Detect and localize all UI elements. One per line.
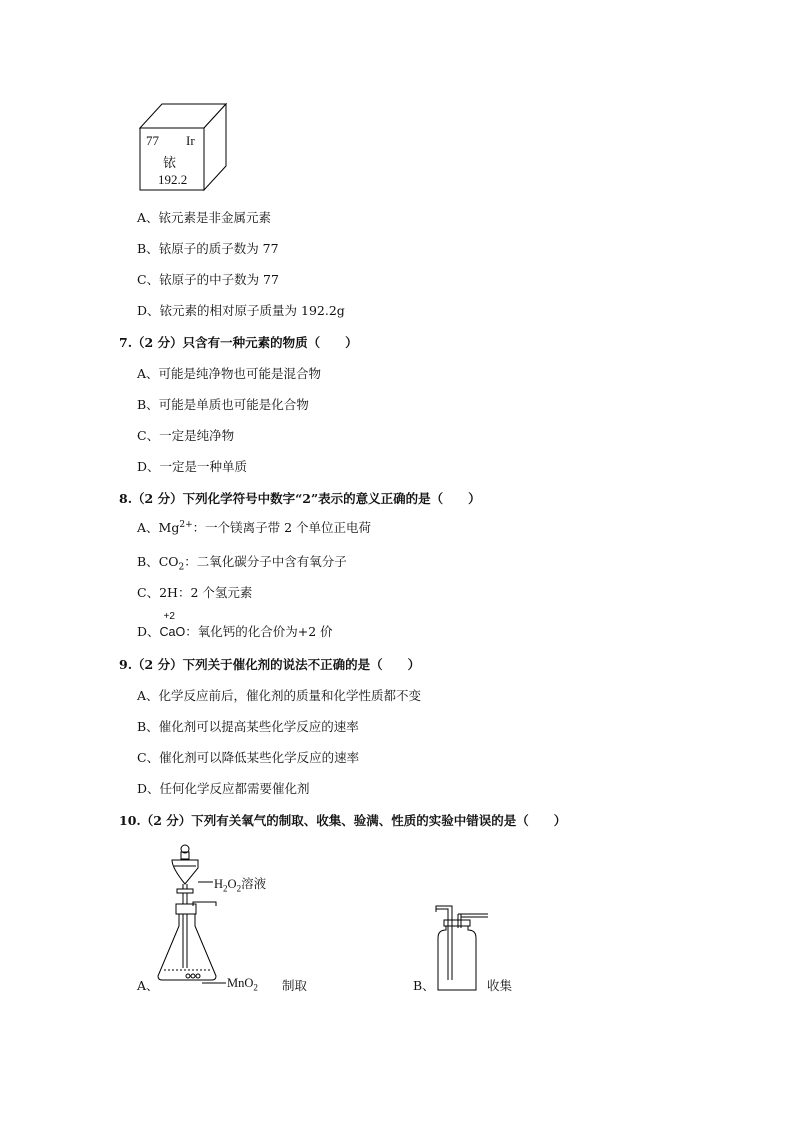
q8-option-a: A、$Mg^{2+}$：一个镁离子带 2 个单位正电荷	[137, 519, 372, 535]
q10-option-a-label: A、	[137, 978, 159, 993]
q6-option-b: B、铱原子的质子数为 77	[137, 241, 279, 256]
element-mass: 192.2	[158, 172, 188, 187]
h2o2-label: $H_2O_2$溶液	[214, 877, 267, 894]
q8-stem: 8.（2 分）下列化学符号中数字“2”表示的意义正确的是（ ）	[119, 491, 481, 506]
q9-option-a: A、化学反应前后，催化剂的质量和化学性质都不变	[137, 688, 422, 703]
gas-collection-bottle	[430, 900, 492, 994]
element-number: 77	[146, 133, 159, 148]
q7-option-b: B、可能是单质也可能是化合物	[137, 397, 309, 412]
q7-option-d: D、一定是一种单质	[137, 459, 248, 474]
q6-option-d: D、铱元素的相对原子质量为 192.2g	[137, 303, 345, 318]
q6-option-c: C、铱原子的中子数为 77	[137, 272, 279, 287]
q10-stem: 10.（2 分）下列有关氧气的制取、收集、验满、性质的实验中错误的是（ ）	[119, 813, 567, 828]
q8-option-d: D、 +2 CaO：氧化钙的化合价为+2 价	[137, 611, 333, 639]
q9-option-d: D、任何化学反应都需要催化剂	[137, 781, 310, 796]
oxygen-generation-apparatus	[150, 842, 230, 992]
mno2-label: MnO$_2$	[227, 976, 258, 993]
q7-option-c: C、一定是纯净物	[137, 428, 235, 443]
q10-option-b-label: B、	[413, 978, 435, 993]
apparatus-b-caption: 收集	[487, 978, 513, 993]
element-symbol: Ir	[186, 133, 195, 148]
q7-stem: 7.（2 分）只含有一种元素的物质（ ）	[119, 335, 358, 350]
q7-option-a: A、可能是纯净物也可能是混合物	[137, 366, 322, 381]
apparatus-a-caption: 制取	[282, 978, 308, 993]
q6-option-a: A、铱元素是非金属元素	[137, 210, 272, 225]
q9-option-b: B、催化剂可以提高某些化学反应的速率	[137, 719, 359, 734]
valence-mark: +2	[163, 611, 175, 622]
element-name: 铱	[163, 155, 177, 170]
q8-option-c: C、2H：2 个氢元素	[137, 585, 253, 600]
q9-stem: 9.（2 分）下列关于催化剂的说法不正确的是（ ）	[119, 657, 421, 672]
q9-option-c: C、催化剂可以降低某些化学反应的速率	[137, 750, 360, 765]
q8-option-b: B、$CO_2$：二氧化碳分子中含有氧分子	[137, 554, 347, 573]
